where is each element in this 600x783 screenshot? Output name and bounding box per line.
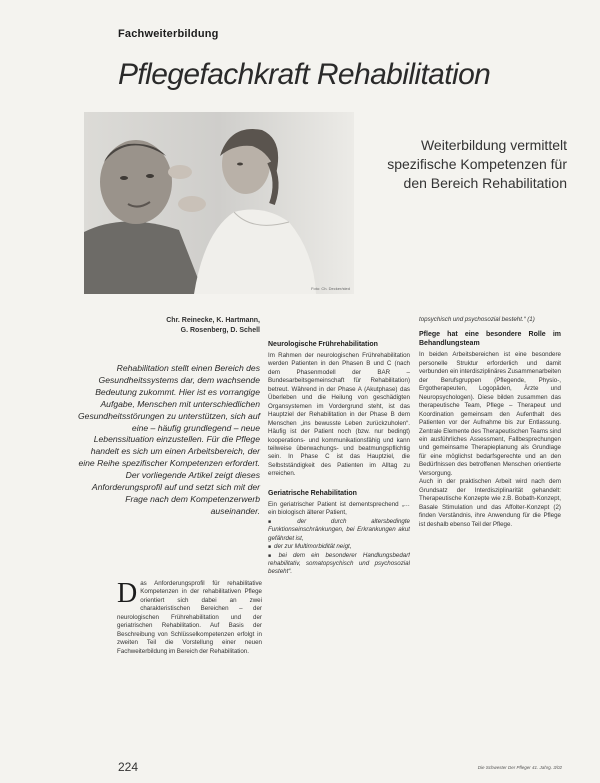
teaser-line: spezifische Kompetenzen für [387,156,567,172]
body-text: as Anforderungsprofil für rehabilitative Kompetenzen in der rehabilitativen Pflege orientiert sich dabei an zwei charakteristischen Bereichen – der neurologischen Frührehabilitation und der geriatrischen Rehabilitation. Auf Basis der Beschreibung von Schlüsselkompetenzen erfolgt in zweiten Teil die Vorstellung einer neuen Fachweiterbildung im Bereich der Rehabilitation. [117,580,262,655]
article-photo [84,112,354,294]
abstract: Rehabilitation stellt einen Bereich des Gesundheitssystems dar, dem wachsende Bedeutung zukommt. Hier ist es vorrangige Aufgabe, Menschen mit unterschiedlichen Gesundheitsstörungen zu unterstützen, sich auf eine – häufig grundlegend – neue Lebenssituation einzustellen. Für die Pflege handelt es sich um einen Arbeitsbereich, der eine Reihe spezifischer Kompetenzen erfordert. Der vorliegende Artikel zeigt dieses Anforderungsprofil auf und setzt sich mit der Frage nach dem Kompetenzerwerb auseinander. [77,363,260,516]
section-heading: Geriatrische Rehabilitation [268,489,357,497]
photo-illustration [84,112,354,294]
bullet-item: ■ der durch altersbedingte Funktionseinschränkungen, bei Erkrankungen akut gefährdet ist, [268,518,410,543]
authors [112,316,260,336]
authors-line: G. Rosenberg, D. Schell [180,327,260,334]
journal-footer: Die Schwester Der Pfleger 41. Jahrg. 3/02 [477,765,562,770]
section-heading: Neurologische Frührehabilitation [268,341,378,348]
body-text: Im Rahmen der neurologischen Frührehabilitation werden Patienten in den Phasen B und C (nach dem Phasenmodell der BAR – Bundesarbeitsgemeinschaft für Rehabilitation) betreut. Während in der Phase A (Akutphase) das Überleben und die Heilung von geschädigten Organsystemen im Vordergrund steht, ist das Hauptziel der Rehabilitation in der Phase B dem Menschen „ins bewusste Leben zurückzuholen“. Häufig ist der Patient noch (bzw. nur bedingt) kooperations- und kommunikationsfähig und kann teilweise überwachungs- und beatmungspflichtig sein. In Phase C ist das Hauptziel, die Selbstständigkeit des Patienten im Alltag zu erreichen. [268,352,410,478]
section-heading: Pflege hat eine besondere Rolle im Behandlungsteam [419,331,561,348]
body-text: In beiden Arbeitsbereichen ist eine besondere personelle Struktur erforderlich und damit verbunden ein interdisziplinäres Zusammenarbeiten der Berufsgruppen (Pflegende, Physio-, Ergotherapeuten, Logopäden, Ärzte und Neuropsychologen). Diese bilden zusammen das therapeutische Team, Pflege – Therapeut und Koordination gemeinsam den Aufenthalt des Patienten vor der Aufnahme bis zur Entlassung. Zentrale Elemente des Therapeutischen Teams sind ein ausführliches Assessment, Fallbesprechungen und gemeinsame Therapieplanung als Grundlage für eine möglichst bedarfsgerechte und an den Bedürfnissen des betroffenen Menschen orientierte Versorgung. [419,351,561,477]
teaser-line: den Bereich Rehabilitation [403,175,567,191]
drop-cap: D [117,580,138,609]
body-column-3 [419,316,561,529]
authors-line: Chr. Reinecke, K. Hartmann, [166,317,260,324]
photo-credit: Foto: Ch. Decker/sted [311,286,350,291]
body-column-2 [268,340,410,577]
teaser [365,136,567,193]
bullet-item: ■ bei dem ein besonderer Handlungsbedarf rehabilitativ, somatopsychisch und psychosozial besteht“. [268,552,410,577]
body-column-1 [117,580,262,764]
body-text: topsychisch und psychosozial besteht.“ (1) [419,316,535,323]
teaser-line: Weiterbildung vermittelt [420,137,567,153]
article-title: Pflegefachkraft Rehabilitation [118,58,491,91]
body-text: Auch in der praktischen Arbeit wird nach dem Grundsatz der Interdisziplinarität gehandelt: Therapeutische Konzepte wie z.B. Bobath-Konzept, Basale Stimulation und das Affolter-Konzept (2) finden Verständnis, ihre Anwendung für die Pflege ist deshalb ebenso Teil der Pflege. [419,478,561,528]
body-text: Ein geriatrischer Patient ist dementsprechend „… ein biologisch älterer Patient, [268,500,410,517]
section-kicker: Fachweiterbildung [118,28,219,40]
page-number: 224 [118,760,139,774]
bullet-item: ■ der zur Multimorbidität neigt, [268,543,410,551]
